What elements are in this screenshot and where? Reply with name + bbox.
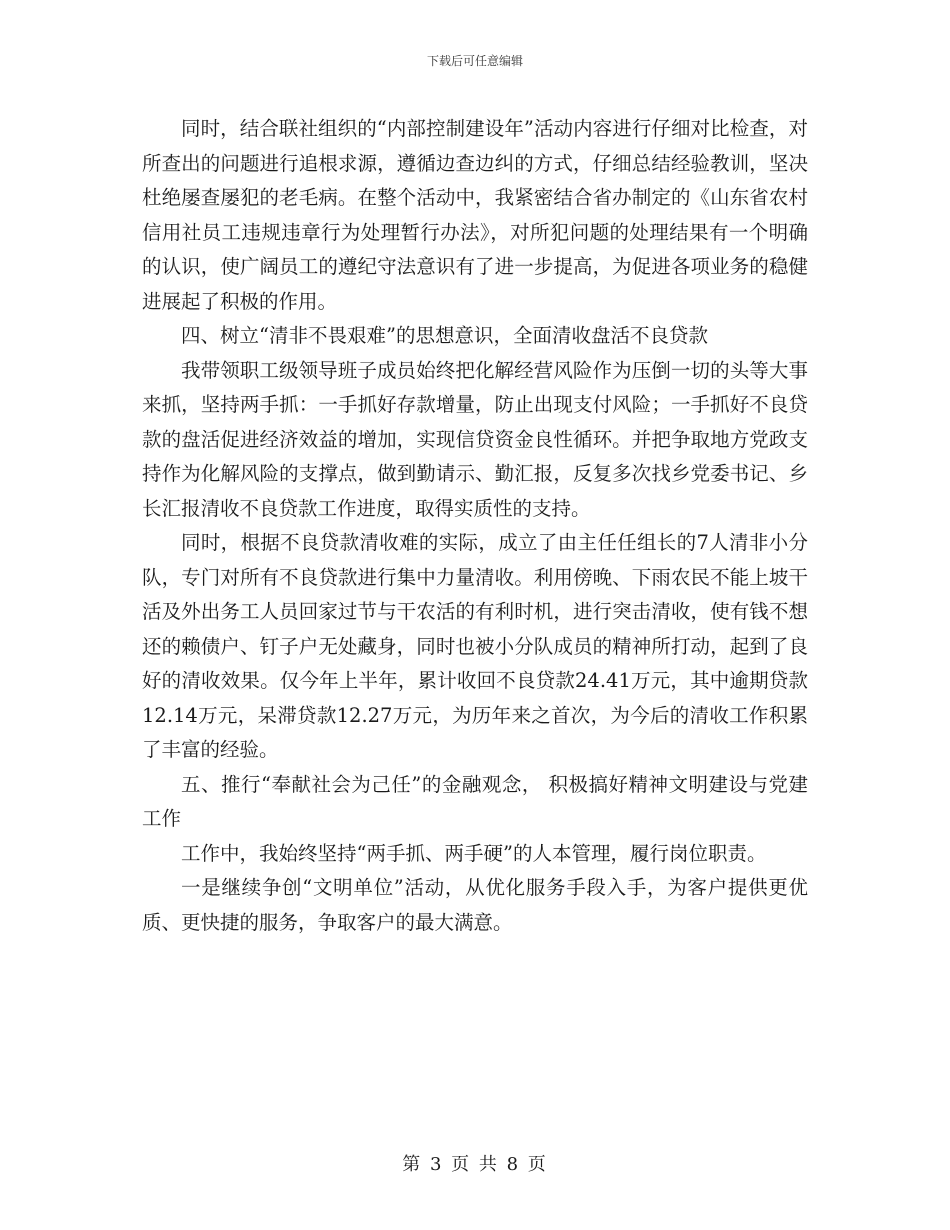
paragraph-management: 工作中，我始终坚持“两手抓、两手硬”的人本管理，履行岗位职责。 [181, 841, 767, 865]
page-header: 下载后可任意编辑 [426, 54, 523, 68]
paragraph-collection-team: 同时，根据不良贷款清收难的实际，成立了由主任任组长的7人清非小分队，专门对所有不良贷款进行集中力量清收。利用傍晚、下雨农民不能上坡干活及外出务工人员回家过节与干农活的有利时机，进行突击清收，使有钱不想还的赖债户、钉子户无处藏身，同时也被小分队成员的精神所打动，起到了良好的清收效果。仅今年上半年，累计收回不良贷款24.41万元，其中逾期贷款12.14万元，呆滞贷款12.27万元，为历年来之首次，为今后的清收工作积累了丰富的经验。 [142, 531, 808, 761]
section-heading-5: 五、推行“奉献社会为己任”的金融观念， 积极搞好精神文明建设与党建工作 [142, 772, 808, 830]
paragraph-risk-resolution: 我带领职工级领导班子成员始终把化解经营风险作为压倒一切的头等大事来抓，坚持两手抓：一手抓好存款增量，防止出现支付风险；一手抓好不良贷款的盘活促进经济效益的增加，实现信贷资金良性循环。并把争取地方党政支持作为化解风险的支撑点，做到勤请示、勤汇报，反复多次找乡党委书记、乡长汇报清收不良贷款工作进度，取得实质性的支持。 [142, 358, 808, 520]
document-body [142, 112, 808, 940]
paragraph-civilized-unit: 一是继续争创“文明单位”活动，从优化服务手段入手，为客户提供更优质、更快捷的服务，争取客户的最大满意。 [142, 876, 808, 934]
paragraph-internal-control: 同时，结合联社组织的“内部控制建设年”活动内容进行仔细对比检查，对所查出的问题进行追根求源，遵循边查边纠的方式，仔细总结经验教训，坚决杜绝屡查屡犯的老毛病。在整个活动中，我紧密结合省办制定的《山东省农村信用社员工违规违章行为处理暂行办法》，对所犯问题的处理结果有一个明确的认识，使广阔员工的遵纪守法意识有了进一步提高，为促进各项业务的稳健进展起了积极的作用。 [142, 117, 808, 313]
section-heading-4: 四、树立“清非不畏艰难”的思想意识，全面清收盘活不良贷款 [181, 324, 708, 347]
page-footer [0, 1150, 950, 1176]
page-number: 第 3 页 共 8 页 [402, 1154, 548, 1175]
